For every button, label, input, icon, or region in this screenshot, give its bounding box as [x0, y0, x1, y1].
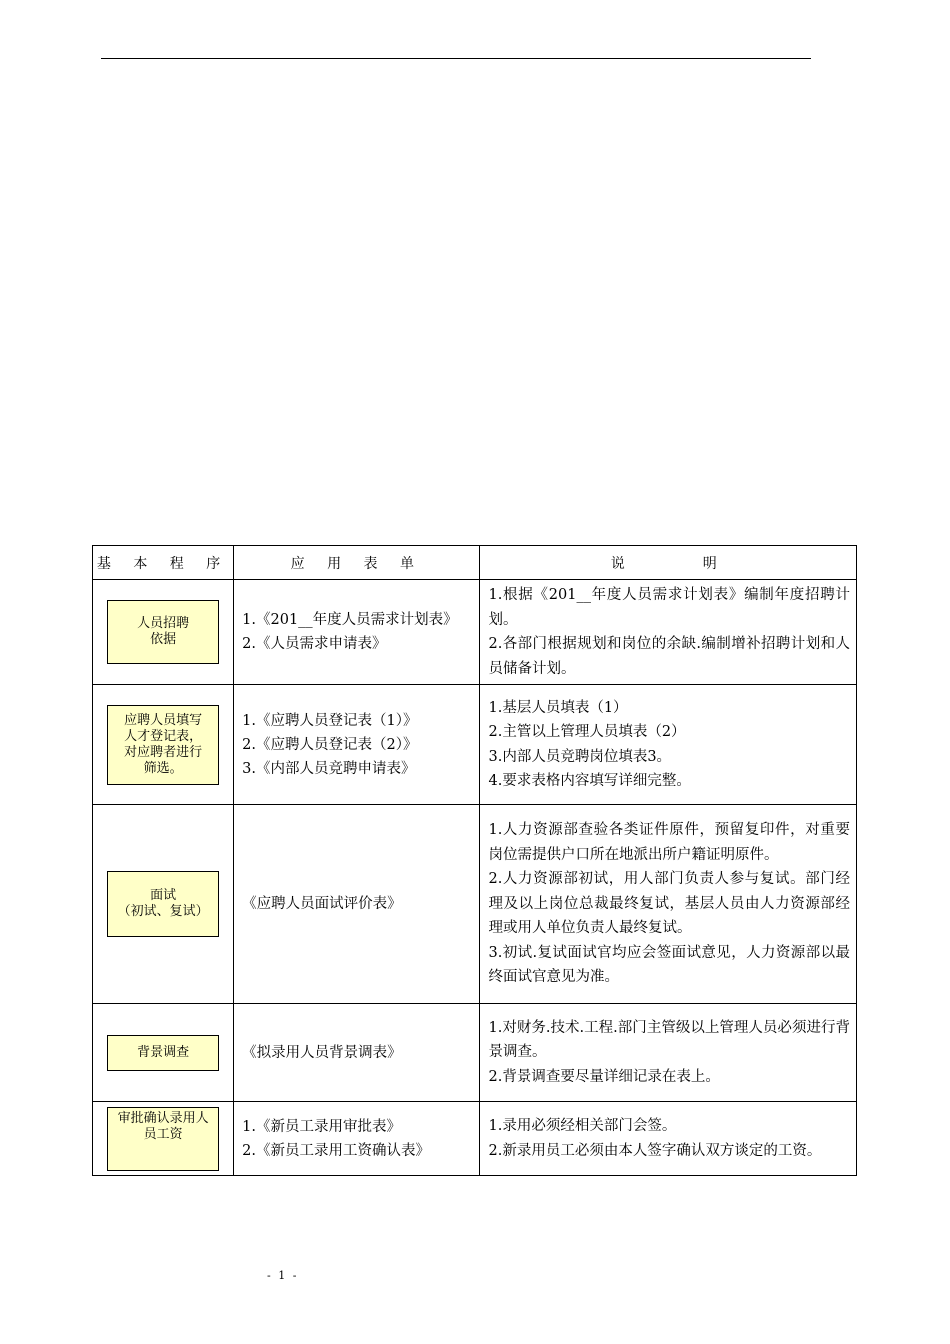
step-text: 面试 — [150, 888, 177, 903]
procedure-table — [92, 545, 857, 1176]
header-forms: 应 用 表 单 — [234, 546, 480, 580]
description-cell — [480, 580, 857, 685]
description-item: 1.基层人员填表（1） — [488, 699, 628, 716]
step-box — [107, 1035, 219, 1071]
step-text: 审批确认录用人 — [117, 1110, 209, 1126]
forms-cell — [234, 805, 480, 1004]
forms-cell — [234, 1004, 480, 1102]
forms-cell — [234, 580, 480, 685]
form-item: 《应聘人员面试评价表》 — [242, 896, 402, 912]
form-item: 2.《人员需求申请表》 — [242, 636, 387, 652]
step-box — [107, 600, 219, 664]
header-procedure: 基 本 程 序 — [93, 546, 234, 580]
table-row — [93, 1004, 857, 1102]
header-description: 说 明 — [480, 546, 857, 580]
step-text: （初试、复试） — [117, 904, 209, 919]
description-cell — [480, 1102, 857, 1176]
forms-cell — [234, 1102, 480, 1176]
form-item: 1.《201__年度人员需求计划表》 — [242, 612, 458, 628]
description-item: 2.主管以上管理人员填表（2） — [488, 724, 686, 740]
description-cell — [480, 685, 857, 805]
step-text: 对应聘者进行 — [124, 744, 203, 760]
description-item: 3.初试.复试面试官均应会签面试意见，人力资源部以最终面试官意见为准。 — [488, 944, 850, 986]
table-row — [93, 1102, 857, 1176]
step-text: 背景调查 — [137, 1044, 190, 1060]
description-item: 1.根据《201__年度人员需求计划表》编制年度招聘计划。 — [488, 587, 850, 628]
form-item: 1.《新员工录用审批表》 — [242, 1118, 402, 1135]
description-item: 4.要求表格内容填写详细完整。 — [488, 773, 691, 789]
description-item: 2.背景调查要尽量详细记录在表上。 — [488, 1068, 720, 1085]
description-item: 1.对财务.技术.工程.部门主管级以上管理人员必须进行背景调查。 — [488, 1019, 850, 1061]
step-text: 筛选。 — [143, 760, 183, 776]
description-item: 2.新录用员工必须由本人签字确认双方谈定的工资。 — [488, 1142, 822, 1159]
forms-cell — [234, 685, 480, 805]
table-row — [93, 580, 857, 685]
form-item: 《拟录用人员背景调表》 — [242, 1044, 402, 1061]
step-text: 人员招聘 — [137, 616, 190, 631]
step-cell — [93, 805, 234, 1004]
step-cell — [93, 1004, 234, 1102]
header-rule — [101, 58, 811, 59]
table-row — [93, 805, 857, 1004]
description-item: 2.人力资源部初试，用人部门负责人参与复试。部门经理及以上岗位总裁最终复试，基层人员由人力资源部经理或用人单位负责人最终复试。 — [488, 871, 850, 937]
form-item: 2.《应聘人员登记表（2）》 — [242, 736, 418, 753]
description-item: 3.内部人员竞聘岗位填表3。 — [488, 748, 672, 765]
form-item: 3.《内部人员竞聘申请表》 — [242, 760, 416, 777]
description-item: 1.人力资源部查验各类证件原件，预留复印件，对重要岗位需提供户口所在地派出所户籍证明原件。 — [488, 822, 850, 863]
form-item: 1.《应聘人员登记表（1）》 — [242, 712, 418, 729]
step-box — [107, 871, 219, 937]
step-text: 应聘人员填写 — [124, 712, 203, 728]
table-row — [93, 685, 857, 805]
step-text: 员工资 — [143, 1126, 183, 1142]
description-cell — [480, 1004, 857, 1102]
description-item: 2.各部门根据规划和岗位的余缺.编制增补招聘计划和人员储备计划。 — [488, 636, 850, 677]
step-text: 依据 — [150, 632, 177, 647]
description-cell — [480, 805, 857, 1004]
step-cell — [93, 685, 234, 805]
description-item: 1.录用必须经相关部门会签。 — [488, 1118, 677, 1134]
page-number: - 1 - — [267, 1269, 299, 1282]
form-item: 2.《新员工录用工资确认表》 — [242, 1142, 431, 1159]
table-header-row — [93, 546, 857, 580]
step-box — [107, 1107, 219, 1171]
step-cell — [93, 580, 234, 685]
step-cell — [93, 1102, 234, 1176]
step-box — [107, 705, 219, 785]
step-text: 人才登记表， — [124, 728, 203, 744]
